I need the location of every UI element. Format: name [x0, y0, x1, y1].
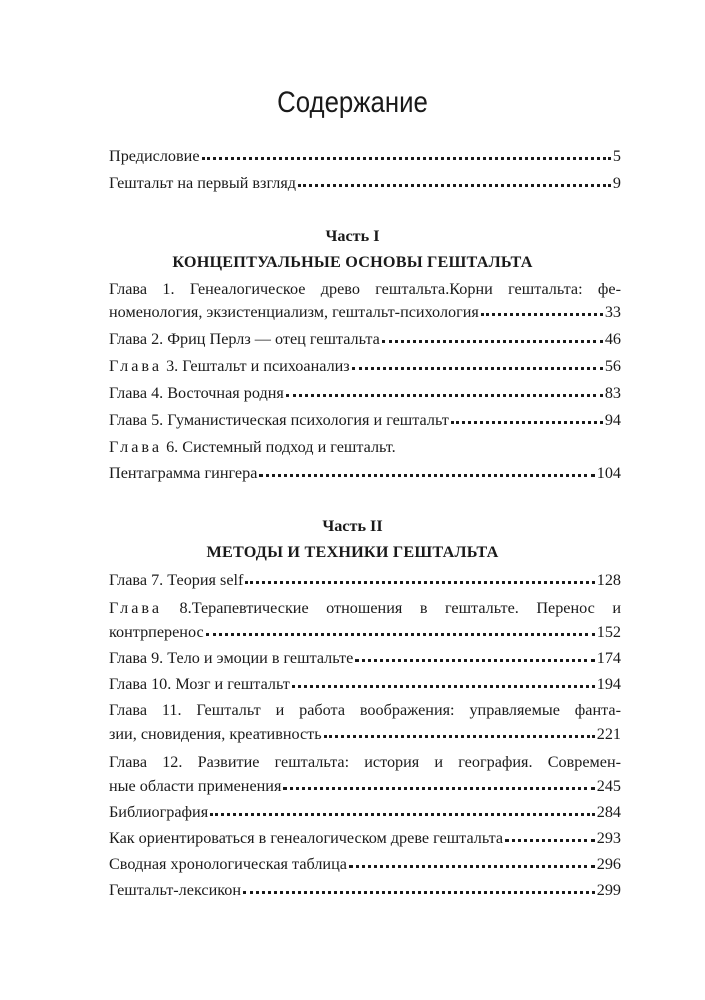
toc-entry-label: номенология, экзистенциализм, гештальт-психология — [109, 303, 479, 321]
toc-entry-ch3[interactable] — [109, 356, 621, 376]
dot-leader — [286, 394, 603, 397]
toc-page-number: 194 — [596, 675, 621, 693]
toc-page-number: 5 — [612, 147, 621, 165]
toc-page-number: 104 — [596, 464, 621, 482]
dot-leader — [243, 891, 595, 894]
toc-entry-label: Глава 10. Мозг и гештальт — [109, 675, 290, 693]
dot-leader — [481, 313, 603, 316]
toc-entry-ch4[interactable] — [109, 383, 621, 403]
toc-entry-ch8-line1[interactable] — [109, 598, 621, 618]
dot-leader — [283, 787, 594, 790]
dot-leader — [355, 659, 594, 662]
toc-entry-label: Как ориентироваться в генеалогическом древе гештальта — [109, 829, 504, 847]
dot-leader — [298, 184, 611, 187]
toc-entry-ch1-line1[interactable]: Глава 1. Генеалогическое древо гештальта.Корни гештальта: фе- — [109, 280, 621, 298]
toc-entry-label: Предисловие — [109, 147, 200, 165]
toc-entry-label: Глава 5. Гуманистическая психология и гештальт — [109, 411, 449, 429]
chapter-title: 3. Гештальт и психоанализ — [162, 357, 350, 375]
part-1-heading: КОНЦЕПТУАЛЬНЫЕ ОСНОВЫ ГЕШТАЛЬТА — [172, 253, 533, 271]
toc-entry-ch2[interactable] — [109, 329, 621, 349]
toc-entry-preface[interactable] — [109, 146, 621, 166]
toc-entry-ch11[interactable] — [109, 724, 621, 744]
toc-entry-label: Глава 2. Фриц Перлз — отец гештальта — [109, 330, 380, 348]
dot-leader — [505, 839, 595, 842]
toc-entry-ch5[interactable] — [109, 410, 621, 430]
toc-entry-label: Пентаграмма гингера — [109, 464, 258, 482]
toc-page-number: 299 — [596, 881, 621, 899]
dot-leader — [202, 157, 611, 160]
toc-entry-ch9[interactable] — [109, 648, 621, 668]
toc-entry-lexicon[interactable] — [109, 880, 621, 900]
toc-entry-genealogy-guide[interactable] — [109, 828, 621, 848]
part-1-label: Часть I — [325, 227, 380, 245]
toc-page-number: 174 — [596, 649, 621, 667]
toc-entry-label: Гештальт-лексикон — [109, 881, 242, 899]
toc-entry-label: контрперенос — [109, 623, 204, 641]
chapter-title: 8.Терапевтические отношения в гештальте. Перенос и — [162, 599, 621, 617]
toc-page-number: 9 — [612, 174, 621, 192]
toc-page-number: 284 — [596, 803, 621, 821]
chapter-title: 6. Системный подход и гештальт. — [162, 438, 396, 456]
toc-entry-ch6[interactable] — [109, 463, 621, 483]
dot-leader — [349, 865, 595, 868]
toc-page-number: 128 — [596, 571, 621, 589]
dot-leader — [259, 474, 594, 477]
toc-page-number: 221 — [596, 725, 621, 743]
toc-entry-bibliography[interactable] — [109, 802, 621, 822]
part-2-label: Часть II — [322, 517, 383, 535]
dot-leader — [451, 421, 603, 424]
toc-page-number: 94 — [604, 411, 621, 429]
toc-entry-label — [109, 356, 350, 376]
toc-entry-ch1[interactable] — [109, 302, 621, 322]
toc-entry-label: Библиография — [109, 803, 209, 821]
toc-page-number: 293 — [596, 829, 621, 847]
toc-page-number: 33 — [604, 303, 621, 321]
chapter-prefix: Глава — [109, 357, 163, 375]
toc-entry-ch6-line1[interactable] — [109, 437, 621, 457]
toc-entry-label: Глава 9. Тело и эмоции в гештальте — [109, 649, 354, 667]
toc-entry-label: Глава 4. Восточная родня — [109, 384, 284, 402]
page-title: Содержание — [277, 86, 428, 119]
toc-entry-label: Глава 7. Теория self — [109, 571, 244, 589]
chapter-prefix: Глава — [109, 438, 163, 456]
toc-entry-ch8[interactable] — [109, 622, 621, 642]
dot-leader — [292, 685, 595, 688]
toc-entry-label: зии, сновидения, креативность — [109, 725, 322, 743]
toc-entry-ch12[interactable] — [109, 776, 621, 796]
toc-entry-ch7[interactable] — [109, 570, 621, 590]
toc-entry-ch11-line1[interactable]: Глава 11. Гештальт и работа воображения: управляемые фанта- — [109, 701, 621, 719]
chapter-prefix: Глава — [109, 599, 163, 617]
toc-page-number: 245 — [596, 777, 621, 795]
part-2-heading: МЕТОДЫ И ТЕХНИКИ ГЕШТАЛЬТА — [206, 543, 499, 561]
toc-entry-first-glance[interactable] — [109, 173, 621, 193]
dot-leader — [324, 735, 595, 738]
dot-leader — [206, 633, 595, 636]
toc-entry-ch10[interactable] — [109, 674, 621, 694]
dot-leader — [352, 367, 603, 370]
toc-entry-label: Гештальт на первый взгляд — [109, 174, 297, 192]
toc-entry-ch12-line1[interactable]: Глава 12. Развитие гештальта: история и география. Современ- — [109, 753, 621, 771]
dot-leader — [382, 340, 603, 343]
toc-page-number: 56 — [604, 357, 621, 375]
toc-entry-label: ные области применения — [109, 777, 282, 795]
toc-page-number: 46 — [604, 330, 621, 348]
toc-page-number: 296 — [596, 855, 621, 873]
dot-leader — [210, 813, 595, 816]
toc-page-number: 152 — [596, 623, 621, 641]
toc-entry-label: Сводная хронологическая таблица — [109, 855, 347, 873]
toc-page-number: 83 — [604, 384, 621, 402]
toc-entry-chronology[interactable] — [109, 854, 621, 874]
dot-leader — [245, 581, 594, 584]
